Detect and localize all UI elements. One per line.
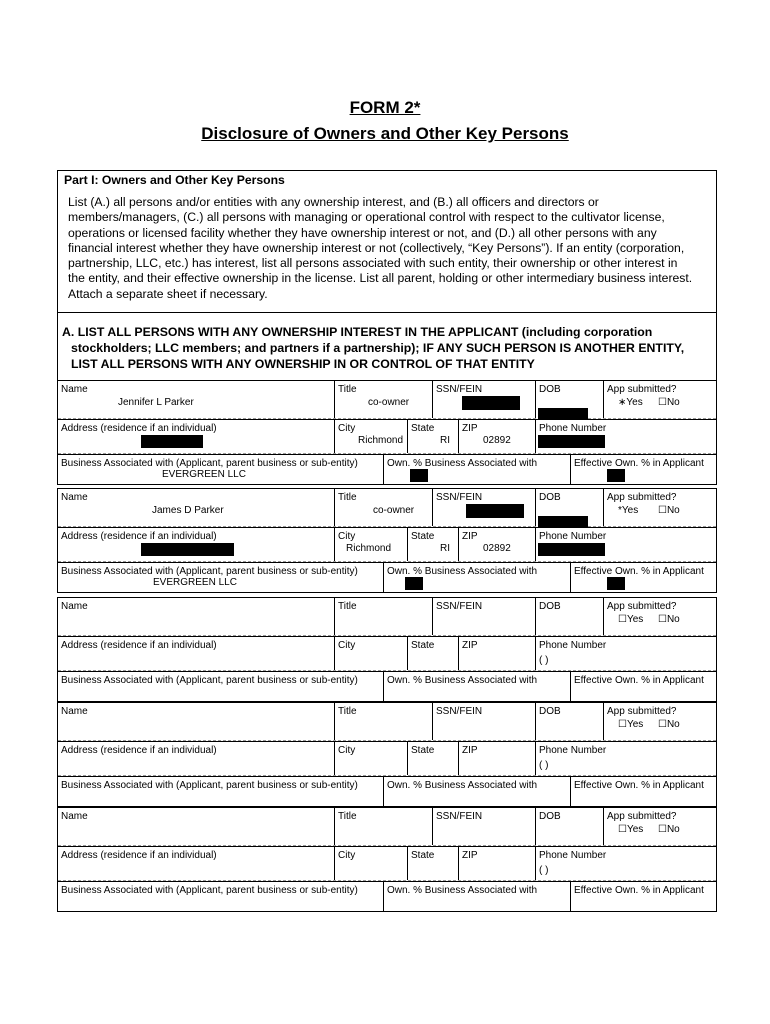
part1-line: members/managers, (C.) all persons with managing or operational control with respect to the cultivator license, xyxy=(68,210,665,225)
state-label: State xyxy=(411,640,435,651)
title-label: Title xyxy=(338,384,357,395)
dob-label: DOB xyxy=(539,492,561,503)
redacted-ssn xyxy=(466,504,524,518)
zip-label: ZIP xyxy=(462,640,478,651)
app-no-checkbox[interactable]: ☐No xyxy=(658,614,680,625)
redacted-address xyxy=(141,435,203,448)
form-subtitle: Disclosure of Owners and Other Key Persons xyxy=(201,124,569,143)
name-label: Name xyxy=(61,601,88,612)
ssn-label: SSN/FEIN xyxy=(436,492,483,503)
part1-box xyxy=(57,170,717,313)
phone-blank: ( ) xyxy=(539,655,549,666)
part1-heading: Part I: Owners and Other Key Persons xyxy=(64,173,285,187)
app-no-checkbox[interactable]: ☐No xyxy=(658,824,680,835)
person-title: co-owner xyxy=(373,505,415,516)
business-label: Business Associated with (Applicant, parent business or sub-entity) xyxy=(61,780,358,791)
app-no-checkbox[interactable]: ☐No xyxy=(658,397,680,408)
person-block xyxy=(57,597,717,702)
eff-own-label: Effective Own. % in Applicant xyxy=(574,780,704,791)
name-label: Name xyxy=(61,492,88,503)
app-no-checkbox[interactable]: ☐No xyxy=(658,505,680,516)
own-pct-label: Own. % Business Associated with xyxy=(387,675,538,686)
own-pct-label: Own. % Business Associated with xyxy=(387,885,538,896)
app-submitted-label: App submitted? xyxy=(607,706,677,717)
zip-label: ZIP xyxy=(462,423,478,434)
person-zip: 02892 xyxy=(483,435,511,446)
person-row-identity xyxy=(58,702,716,741)
address-label: Address (residence if an individual) xyxy=(61,423,217,434)
city-label: City xyxy=(338,531,356,542)
business-label: Business Associated with (Applicant, parent business or sub-entity) xyxy=(61,675,358,686)
redacted-phone xyxy=(538,543,605,556)
state-label: State xyxy=(411,850,435,861)
title-label: Title xyxy=(338,492,357,503)
city-label: City xyxy=(338,640,356,651)
business-label: Business Associated with (Applicant, parent business or sub-entity) xyxy=(61,566,358,577)
phone-label: Phone Number xyxy=(539,423,607,434)
state-label: State xyxy=(411,423,435,434)
section-a-header xyxy=(57,313,717,380)
app-yes-checkbox[interactable]: ∗Yes xyxy=(618,397,643,408)
dob-label: DOB xyxy=(539,601,561,612)
app-submitted-label: App submitted? xyxy=(607,601,677,612)
title-label: Title xyxy=(338,706,357,717)
state-label: State xyxy=(411,745,435,756)
person-row-business xyxy=(58,881,716,912)
city-label: City xyxy=(338,850,356,861)
phone-label: Phone Number xyxy=(539,640,607,651)
form-title: FORM 2* xyxy=(349,98,421,117)
own-pct-label: Own. % Business Associated with xyxy=(387,780,538,791)
redacted-address xyxy=(141,543,234,556)
phone-blank: ( ) xyxy=(539,865,549,876)
address-label: Address (residence if an individual) xyxy=(61,850,217,861)
app-yes-checkbox[interactable]: ☐Yes xyxy=(618,824,644,835)
own-pct-label: Own. % Business Associated with xyxy=(387,458,538,469)
city-label: City xyxy=(338,745,356,756)
part1-line: financial interest whether they have ownership interest or not (collectively, “Key Persons”). If an entity (corporation, xyxy=(68,240,685,255)
person-row-business xyxy=(58,671,716,702)
eff-own-label: Effective Own. % in Applicant xyxy=(574,566,704,577)
app-submitted-label: App submitted? xyxy=(607,384,677,395)
person-row-business xyxy=(58,562,716,593)
dob-label: DOB xyxy=(539,811,561,822)
phone-blank: ( ) xyxy=(539,760,549,771)
person-business: EVERGREEN LLC xyxy=(153,577,237,588)
dob-label: DOB xyxy=(539,706,561,717)
title-label: Title xyxy=(338,601,357,612)
redacted-own-pct xyxy=(410,469,428,482)
person-title: co-owner xyxy=(368,397,410,408)
address-label: Address (residence if an individual) xyxy=(61,745,217,756)
part1-line: operations or licensed facility whether they have ownership interest or not, and (D.) all other persons with any xyxy=(68,225,657,240)
person-name: Jennifer L Parker xyxy=(118,397,194,408)
person-row-address xyxy=(58,741,716,776)
person-row-identity xyxy=(58,380,716,419)
person-state: RI xyxy=(440,543,450,554)
ssn-label: SSN/FEIN xyxy=(436,384,483,395)
app-yes-checkbox[interactable]: *Yes xyxy=(618,505,639,516)
eff-own-label: Effective Own. % in Applicant xyxy=(574,458,704,469)
name-label: Name xyxy=(61,811,88,822)
app-no-checkbox[interactable]: ☐No xyxy=(658,719,680,730)
part1-line: the entity, and their effective ownership in the license. List all parent, holding or other intermediary business interest. xyxy=(68,271,693,286)
person-zip: 02892 xyxy=(483,543,511,554)
person-row-address xyxy=(58,419,716,454)
zip-label: ZIP xyxy=(462,850,478,861)
business-label: Business Associated with (Applicant, parent business or sub-entity) xyxy=(61,885,358,896)
part1-line: Attach a separate sheet if necessary. xyxy=(68,286,268,301)
state-label: State xyxy=(411,531,435,542)
eff-own-label: Effective Own. % in Applicant xyxy=(574,675,704,686)
person-state: RI xyxy=(440,435,450,446)
address-label: Address (residence if an individual) xyxy=(61,640,217,651)
app-submitted-label: App submitted? xyxy=(607,492,677,503)
business-label: Business Associated with (Applicant, parent business or sub-entity) xyxy=(61,458,358,469)
person-block xyxy=(57,702,717,807)
ssn-label: SSN/FEIN xyxy=(436,601,483,612)
person-row-business xyxy=(58,454,716,485)
title-label: Title xyxy=(338,811,357,822)
person-row-identity xyxy=(58,807,716,846)
person-block xyxy=(57,488,717,593)
name-label: Name xyxy=(61,384,88,395)
person-row-address xyxy=(58,636,716,671)
person-name: James D Parker xyxy=(152,505,224,516)
part1-body xyxy=(68,195,708,302)
person-row-identity xyxy=(58,488,716,527)
person-block xyxy=(57,807,717,912)
section-a-line: A. LIST ALL PERSONS WITH ANY OWNERSHIP INTEREST IN THE APPLICANT (including corporation xyxy=(62,325,653,339)
ssn-label: SSN/FEIN xyxy=(436,706,483,717)
phone-label: Phone Number xyxy=(539,745,607,756)
app-yes-checkbox[interactable]: ☐Yes xyxy=(618,614,644,625)
section-a-text xyxy=(62,324,712,372)
phone-label: Phone Number xyxy=(539,850,607,861)
name-label: Name xyxy=(61,706,88,717)
section-a-line: stockholders; LLC members; and partners if a partnership); IF ANY SUCH PERSON IS ANOTHER ENTITY, xyxy=(71,341,685,355)
app-submitted-label: App submitted? xyxy=(607,811,677,822)
eff-own-label: Effective Own. % in Applicant xyxy=(574,885,704,896)
person-row-business xyxy=(58,776,716,807)
redacted-eff-own xyxy=(607,577,625,590)
person-city: Richmond xyxy=(346,543,392,554)
ssn-label: SSN/FEIN xyxy=(436,811,483,822)
person-business: EVERGREEN LLC xyxy=(162,469,246,480)
person-row-address xyxy=(58,846,716,881)
address-label: Address (residence if an individual) xyxy=(61,531,217,542)
redacted-eff-own xyxy=(607,469,625,482)
own-pct-label: Own. % Business Associated with xyxy=(387,566,538,577)
city-label: City xyxy=(338,423,356,434)
zip-label: ZIP xyxy=(462,745,478,756)
dob-label: DOB xyxy=(539,384,561,395)
part1-line: List (A.) all persons and/or entities with any ownership interest, and (B.) all officers and directors or xyxy=(68,195,599,209)
person-block xyxy=(57,380,717,485)
part1-line: partnership, LLC, etc.) has interest, list all persons associated with such entity, their ownership or other interest in xyxy=(68,256,678,271)
redacted-own-pct xyxy=(405,577,423,590)
app-yes-checkbox[interactable]: ☐Yes xyxy=(618,719,644,730)
redacted-phone xyxy=(538,435,605,448)
section-a-line: LIST ALL PERSONS WITH ANY OWNERSHIP IN OR CONTROL OF THAT ENTITY xyxy=(71,357,535,371)
person-city: Richmond xyxy=(358,435,404,446)
redacted-ssn xyxy=(462,396,520,410)
person-row-identity xyxy=(58,597,716,636)
person-row-address xyxy=(58,527,716,562)
phone-label: Phone Number xyxy=(539,531,607,542)
zip-label: ZIP xyxy=(462,531,478,542)
